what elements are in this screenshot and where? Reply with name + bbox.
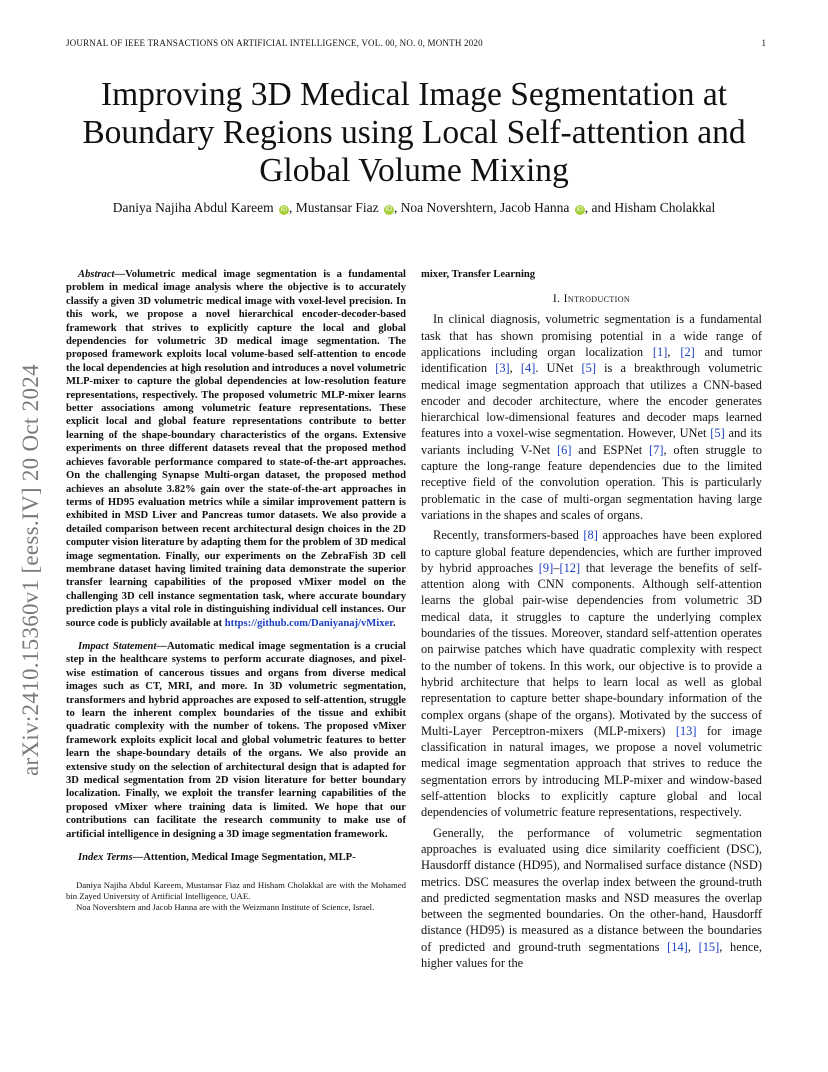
title-line: Improving 3D Medical Image Segmentation at <box>100 76 728 113</box>
paragraph-text: , <box>509 361 521 376</box>
paragraph-text: and its variants including V-Net <box>421 426 762 457</box>
abstract-text: Volumetric medical image segmentation is a fundamental problem in medical image analysis where the objective is to accurately classify a given 3D volumetric medical image with voxel-level precision. In this work, we propose a novel hierarchical encoder-decoder-based framework that strives to explicitly capture the local and global dependencies for volumetric 3D medical image segmentation. The proposed framework exploits local volume-based self-attention to encode the local dependencies at high resolution and introduces a novel volumetric MLP-mixer to capture the global dependencies at low-resolution feature representations, respectively. The proposed volumetric MLP-mixer learns better associations among volumetric feature representations. These explicit local and global feature representations contribute to better learning of the shape-boundary characteristics of the organs. Extensive experiments on three different datasets reveal that the proposed method achieves favorable performance compared to state-of-the-art approaches. On the challenging Synapse Multi-organ dataset, the proposed method achieves an absolute 3.82% gain over the state-of-the-art approaches in terms of HD95 evaluation metrics while a similar improvement pattern is exhibited in MSD Liver and Pancreas tumor datasets. We also provide a detailed comparison between recent architectural design choices in the 2D computer vision literature by adapting them for the problem of 3D medical image segmentation. Finally, our experiments on the ZebraFish 3D cell membrane dataset having limited training data demonstrate the superior transfer learning capabilities of the proposed vMixer model on the challenging 3D cell instance segmentation task, where accurate boundary prediction plays a vital role in distinguishing individual cell instances. Our source code is publicly available at <box>66 269 406 629</box>
arxiv-stamp[interactable]: arXiv:2410.15360v1 [eess.IV] 20 Oct 2024 <box>18 364 43 776</box>
author-name: , Mustansar Fiaz <box>288 200 379 215</box>
citation-link[interactable]: [1] <box>652 345 668 359</box>
footnotes <box>66 880 406 913</box>
paragraph-text: , <box>667 345 681 359</box>
index-terms <box>66 851 406 864</box>
abstract-dash: — <box>114 269 126 280</box>
intro-paragraph <box>421 527 762 820</box>
author-name: , and Hisham Cholakkal <box>584 200 716 215</box>
intro-paragraph <box>421 825 762 972</box>
paragraph-text: Generally, the performance of volumetric segmentation approaches is evaluated using dice similarity coefficient (DSC), Hausdorff distance (HD95), and Normalised surface distance (NSD) metrics. DSC measures the overlap index between the ground-truth and predicted segmentation masks and NSD measures the overlap between the segmented boundaries. On the other-hand, Hausdorff distance (HD95) is measured as a distance between the boundaries of predicted and ground-truth segmentations <box>421 825 762 954</box>
intro-paragraph <box>421 311 762 523</box>
affiliation-footnote: Daniya Najiha Abdul Kareem, Mustansar Fiaz and Hisham Cholakkal are with the Mohamed bin Zayed University of Artificial Intelligence, UAE. <box>66 880 406 902</box>
paragraph-text: and tumor identification <box>421 345 762 376</box>
citation-link[interactable]: [8] <box>583 528 598 543</box>
paragraph-text: – <box>553 560 560 575</box>
paragraph-text: , <box>687 939 699 954</box>
author-name: , Noa Novershtern, Jacob Hanna <box>393 200 570 215</box>
paper-title <box>66 76 762 190</box>
author-name: Daniya Najiha Abdul Kareem <box>112 200 274 215</box>
page-number: 1 <box>761 38 766 48</box>
citation-link[interactable]: [2] <box>680 345 695 359</box>
impact-dash: — <box>156 640 167 652</box>
paragraph-text: In clinical diagnosis, volumetric segmentation is a fundamental task that has shown promising potential in a wide range of applications including organ localization <box>421 312 762 359</box>
left-column <box>66 268 406 913</box>
citation-link[interactable]: [5] <box>710 426 725 441</box>
citation-link[interactable]: [15] <box>698 939 720 954</box>
abstract <box>66 268 406 630</box>
impact-label: Impact Statement <box>78 640 157 652</box>
abstract-label: Abstract <box>78 269 115 280</box>
paragraph-text: that leverage the benefits of self-attention along with CNN components. Although self-attention learns the global pair-wise dependencies from volumetric 3D medical data, it struggles to capture the underlying complex boundaries of the tissues. Moreover, standard self-attention operates on pairwise patches which have quadratic complexity with respect to the number of tokens. In this work, our objective is to provide a hybrid architecture that helps to learn local as well as global representation to capture better shape-boundary information of the complex organs (shape of the organs). Motivated by the success of Multi-Layer Perceptron-mixers (MLP-mixers) <box>421 560 762 738</box>
orcid-icon[interactable]: iD <box>385 206 393 213</box>
paragraph-text: , hence, higher values for the <box>421 939 762 970</box>
right-column <box>421 268 762 971</box>
citation-link[interactable]: [14] <box>667 939 688 954</box>
paragraph-text: is a breakthrough volumetric medical image segmentation approach that utilizes a CNN-based encoder and decoder architecture, where the encoder generates hierarchical low-dimensional features and decoder maps learned features into a voxel-wise segmentation. However, UNet <box>421 361 762 441</box>
citation-link[interactable]: [4] <box>520 361 536 376</box>
paragraph-text: approaches have been explored to capture global feature dependencies, which are further improved by hybrid approaches <box>421 528 762 575</box>
paragraph-text: , often struggle to capture the long-range feature dependencies due to the limited receptive field of the convolution operation. This is particularly problematic in the case of multi-organ segmentation having large variations in the shapes and scales of organs. <box>421 442 762 522</box>
orcid-icon[interactable]: iD <box>280 206 288 213</box>
citation-link[interactable]: [7] <box>649 442 664 457</box>
impact-statement <box>66 640 406 841</box>
running-head: JOURNAL OF IEEE TRANSACTIONS ON ARTIFICIAL INTELLIGENCE, VOL. 00, NO. 0, MONTH 2020 <box>66 38 483 48</box>
affiliation-footnote: Noa Novershtern and Jacob Hanna are with the Weizmann Institute of Science, Israel. <box>76 902 375 913</box>
section-heading: I. Introduction <box>552 293 631 306</box>
citation-link[interactable]: [6] <box>557 442 572 457</box>
index-terms-text: Attention, Medical Image Segmentation, MLP- <box>143 852 356 864</box>
orcid-icon[interactable]: iD <box>576 206 584 213</box>
paragraph-text: and ESPNet <box>571 442 650 457</box>
source-code-link[interactable]: https://github.com/Daniyanaj/vMixer <box>224 617 393 629</box>
title-line: Global Volume Mixing <box>259 152 569 189</box>
citation-link[interactable]: [5] <box>581 361 596 376</box>
citation-link[interactable]: [9] <box>538 560 554 575</box>
author-list <box>40 200 788 216</box>
impact-text: Automatic medical image segmentation is a crucial step in the healthcare systems to perform accurate diagnoses, and pixel-wise estimation of cancerous tissues and organs from diverse medical images such as CT, MRI, and more. In 3D volumetric segmentation, transformers and hybrid approaches are exposed to self-attention, struggle to learn the inherent complex boundaries of the tissue and exhibit quadratic complexity with the number of tokens. The proposed vMixer framework exploits explicit local and global volumetric features to better learn the shape-boundary details of the organs. We also provide an extensive study on the selection of architectural design that is adapted for 3D medical segmentation from 2D vision literature for better boundary localization. Finally, we exploit the transfer learning capabilities of the proposed vMixer where training data is limited. We hope that our contributions can facilitate the research community to make use of artificial intelligence in designing a 3D image segmentation framework. <box>66 640 406 840</box>
paragraph-text: for image classification in natural images, we propose a novel volumetric medical image segmentation approach that strives to reduce the segmentation errors by introducing MLP-mixer and window-based self-attention blocks to explicitly capture global and local dependencies of volumetric feature representations, respectively. <box>421 723 763 820</box>
index-terms-label: Index Terms <box>78 852 133 864</box>
index-terms-dash: — <box>132 852 144 864</box>
abstract-end: . <box>392 617 396 629</box>
title-line: Boundary Regions using Local Self-attention and <box>82 114 746 151</box>
citation-link[interactable]: [13] <box>675 723 697 738</box>
paragraph-text: . UNet <box>535 361 582 376</box>
paragraph-text: Recently, transformers-based <box>433 528 584 543</box>
index-terms-continued: mixer, Transfer Learning <box>421 269 536 280</box>
citation-link[interactable]: [12] <box>559 560 581 575</box>
citation-link[interactable]: [3] <box>495 361 510 376</box>
